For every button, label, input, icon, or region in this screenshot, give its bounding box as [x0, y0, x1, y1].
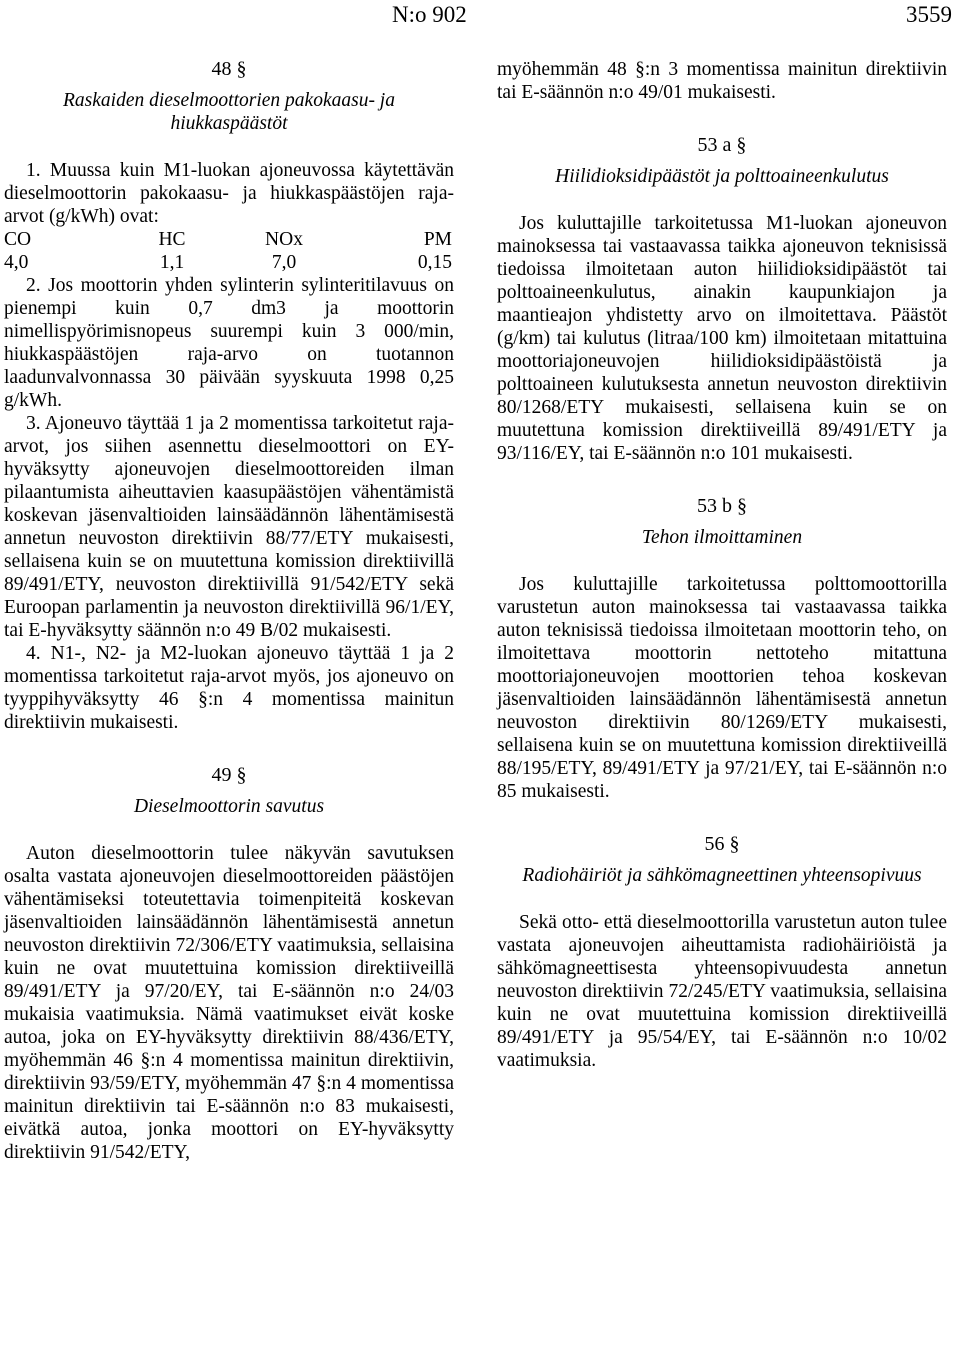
section-48-paragraph-4: 4. N1-, N2- ja M2-luokan ajoneuvo täyttää 1 ja 2 momentissa tarkoitetut raja-arvot myös, jos ajoneuvo on tyyppihyväksytty 46 §:n 4 momentissa mainitun direktiivin mukaisesti.: [4, 643, 454, 733]
continued-paragraph: myöhemmän 48 §:n 3 momentissa mainitun direktiivin tai E-säännön n:o 49/01 mukaisesti.: [497, 59, 947, 103]
section-56-title: Radiohäiriöt ja sähkömagneettinen yhteensopivuus: [522, 865, 922, 886]
table-header-nox: NOx: [265, 229, 303, 250]
section-53b-paragraph-1: Jos kuluttajille tarkoitetussa polttomoottorilla varustetun auton mainoksessa tai vastaavassa taikka auton teknisissä tiedoissa ilmoitetaan moottorin teho, on ilmoitettava moottorin nettoteho mitattuna moottoriajoneuvojen moottorien tehoa koskevan jäsenvaltioiden lainsäädännön lähentämisestä annetun neuvoston direktiivin 80/1269/ETY mukaisesti, sellaisena kuin se on muutettuna komission direktiiveillä 88/195/ETY, 89/491/ETY ja 97/21/EY, tai E-säännön n:o 85 mukaisesti.: [497, 574, 947, 802]
section-48-paragraph-1: 1. Muussa kuin M1-luokan ajoneuvossa käytettävän dieselmoottorin pakokaasu- ja hiukkaspäästöjen raja-arvot (g/kWh) ovat:: [4, 160, 454, 227]
section-48-title: Raskaiden dieselmoottorien pakokaasu- ja hiukkaspäästöt: [63, 90, 395, 134]
table-value-nox: 7,0: [271, 252, 297, 273]
table-header-co: CO: [4, 229, 32, 250]
table-value-co: 4,0: [4, 252, 29, 273]
section-53a-number: 53 a §: [697, 134, 747, 156]
section-56-number: 56 §: [704, 833, 740, 855]
left-column: [4, 58, 454, 1164]
section-53a-paragraph-1: Jos kuluttajille tarkoitetussa M1-luokan ajoneuvon mainoksessa tai vastaavassa taikka ajoneuvon teknisissä tiedoissa ilmoitetaan auton hiilidioksidipäästöt tai polttoaineenkulutus, ainakin kaupunkiajon ja maantieajon yhdistetty arvo on ilmoitettava. Päästöt (g/km) tai kulutus (litraa/100 km) ilmoitetaan mitattuina moottoriajoneuvojen hiilidioksidipäästöistä ja polttoaineen kulutuksesta annetun neuvoston direktiivin 80/1268/ETY mukaisesti, sellaisena kuin se on muutettuna komission direktiiveillä 89/491/ETY ja 93/116/EY, tai E-säännön n:o 101 mukaisesti.: [497, 213, 947, 464]
table-header-hc: HC: [158, 229, 186, 250]
section-49-number: 49 §: [211, 764, 247, 786]
table-header-pm: PM: [423, 229, 452, 250]
section-48-number: 48 §: [211, 58, 247, 80]
section-49-paragraph-1: Auton dieselmoottorin tulee näkyvän savutuksen osalta vastata ajoneuvojen dieselmoottoreiden päästöjen vähentämiseksi toteutettavia toimenpiteitä koskevan jäsenvaltioiden lainsäädännön lähentämisestä annetun neuvoston direktiivin 72/306/ETY vaatimuksia, sellaisina kuin ne ovat muutettuina komission direktiiveillä 89/491/ETY ja 97/20/EY, tai E-säännön n:o 24/03 mukaisia vaatimuksia. Nämä vaatimukset eivät koske autoa, joka on EY-hyväksytty direktiivin 88/436/ETY, myöhemmän 46 §:n 4 momentissa mainitun direktiivin, direktiivin 93/59/ETY, myöhemmän 47 §:n 4 momentissa mainitun direktiivin tai E-säännön n:o 83 mukaisesti, eivätkä autoa, jonka moottori on EY-hyväksytty direktiivin 91/542/ETY,: [4, 843, 454, 1163]
table-value-hc: 1,1: [159, 252, 185, 273]
emission-table-values: [4, 251, 452, 274]
table-value-pm: 0,15: [417, 252, 452, 273]
issue-number: N:o 902: [392, 2, 467, 27]
section-53a-title: Hiilidioksidipäästöt ja polttoaineenkulutus: [555, 166, 889, 187]
section-56-paragraph-1: Sekä otto- että dieselmoottorilla varustetun auton tulee vastata ajoneuvojen aiheuttamista radiohäiriöistä ja sähkömagneettisesta yhteensopivuudesta annetun neuvoston direktiivin 72/245/ETY vaatimuksia, sellaisina kuin ne ovat muutettuina komission direktiiveillä 89/491/ETY ja 95/54/EY, tai E-säännön n:o 10/02 vaatimuksia.: [497, 912, 947, 1071]
page-header: [0, 0, 960, 30]
section-53b-number: 53 b §: [697, 495, 747, 517]
section-53b-title: Tehon ilmoittaminen: [641, 527, 803, 548]
right-column: [497, 58, 947, 1072]
section-49-title: Dieselmoottorin savutus: [133, 796, 325, 817]
page-number: 3559: [906, 2, 952, 27]
section-48-paragraph-3: 3. Ajoneuvo täyttää 1 ja 2 momentissa tarkoitetut raja-arvot, jos siihen asennettu dieselmoottori on EY-hyväksytty ajoneuvojen dieselmoottoreiden ilman pilaantumista aiheuttavien kaasupäästöjen vähentämistä koskevan jäsenvaltioiden lainsäädännön lähentämisestä annetun neuvoston direktiivin 88/77/ETY mukaisesti, sellaisena kuin se on muutettuna komission direktiivillä 89/491/ETY, neuvoston direktiivillä 91/542/ETY sekä Euroopan parlamentin ja neuvoston direktiivillä 96/1/EY, tai E-hyväksytty säännön n:o 49 B/02 mukaisesti.: [4, 413, 454, 641]
emission-table-header: [4, 228, 452, 251]
section-48-paragraph-2: 2. Jos moottorin yhden sylinterin sylinteritilavuus on pienempi kuin 0,7 dm3 ja moottorin nimellispyörimisnopeus suurempi kuin 3 000/min, hiukkaspäästöjen raja-arvo on tuotannon laadunvalvonnassa 30 päivään syyskuuta 1998 0,25 g/kWh.: [4, 275, 454, 411]
